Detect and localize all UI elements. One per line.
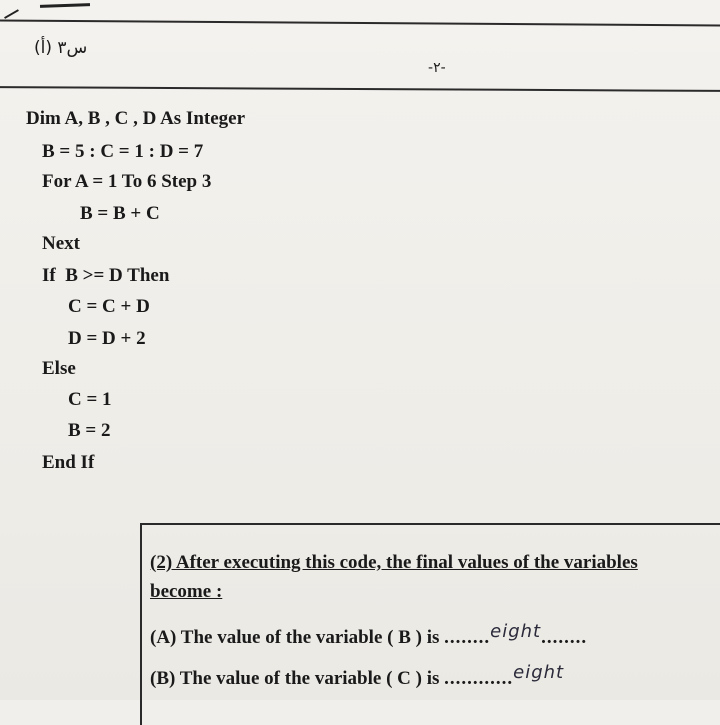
code-line: B = 5 : C = 1 : D = 7 (42, 141, 204, 162)
top-rule (0, 19, 720, 26)
question-number: س٣ (أ) (34, 38, 88, 58)
handwritten-answer: eight (513, 662, 565, 683)
code-line: Dim A, B , C , D As Integer (26, 108, 246, 129)
top-stroke (40, 3, 90, 8)
code-line: B = 2 (68, 420, 111, 441)
question2-prompt (150, 548, 720, 606)
section-mark: -٢- (428, 60, 446, 76)
question2-title-cont: become : (150, 581, 223, 602)
handwritten-answer: eight (490, 621, 542, 642)
answer-label: (B) The value of the variable ( C ) is (150, 668, 440, 689)
code-line: C = 1 (68, 389, 112, 410)
header-divider (0, 86, 720, 92)
code-line: End If (42, 452, 95, 473)
code-line: For A = 1 To 6 Step 3 (42, 171, 212, 192)
answer-dots: ........ (541, 627, 588, 648)
pen-stroke-mark (0, 0, 19, 19)
answer-row-c (150, 662, 565, 690)
code-line: Next (42, 233, 80, 254)
code-line: If B >= D Then (42, 265, 170, 286)
code-line: C = C + D (68, 296, 150, 317)
answer-row-b (150, 621, 588, 649)
answer-dots: ........ (444, 627, 491, 648)
code-line: B = B + C (80, 203, 160, 224)
question2-title: (2) After executing this code, the final values of the variables (150, 552, 638, 573)
answer-label: (A) The value of the variable ( B ) is (150, 627, 440, 648)
answer-dots: ............ (444, 668, 514, 689)
code-line: D = D + 2 (68, 328, 146, 349)
code-line: Else (42, 358, 76, 379)
